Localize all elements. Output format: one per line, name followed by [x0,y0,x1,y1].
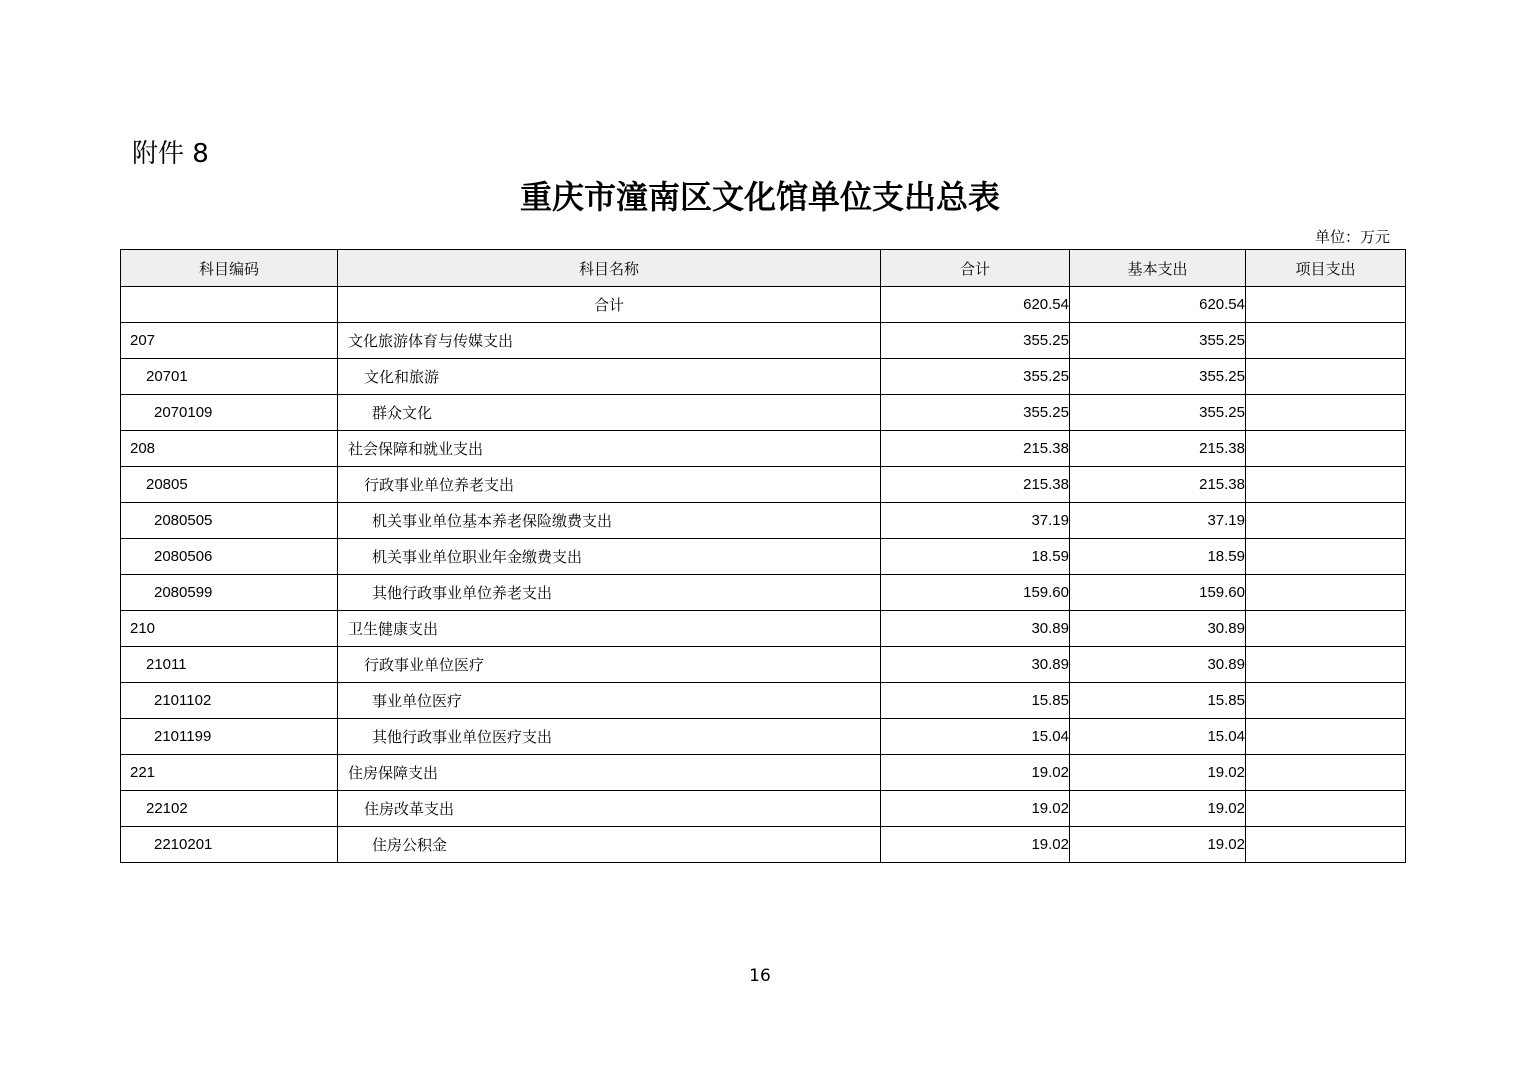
row-code: 2070109 [121,395,338,431]
row-project [1246,755,1406,791]
total-row-name: 合计 [338,287,881,323]
row-basic: 30.89 [1070,647,1246,683]
row-basic: 19.02 [1070,755,1246,791]
table-row [121,827,1406,863]
table-row [121,719,1406,755]
row-code: 20701 [121,359,338,395]
row-project [1246,395,1406,431]
row-total: 37.19 [881,503,1070,539]
row-total: 355.25 [881,395,1070,431]
row-code: 210 [121,611,338,647]
row-name: 社会保障和就业支出 [338,431,881,467]
row-name: 行政事业单位医疗 [338,647,881,683]
table-row [121,791,1406,827]
column-header-name: 科目名称 [338,250,881,287]
row-basic: 30.89 [1070,611,1246,647]
table-header [121,250,1406,287]
table-row [121,539,1406,575]
row-project [1246,719,1406,755]
row-code: 22102 [121,791,338,827]
row-total: 19.02 [881,791,1070,827]
row-code: 21011 [121,647,338,683]
total-row-total: 620.54 [881,287,1070,323]
unit-label: 单位：万元 [1314,228,1390,246]
row-project [1246,467,1406,503]
row-name: 住房改革支出 [338,791,881,827]
row-name: 行政事业单位养老支出 [338,467,881,503]
row-basic: 159.60 [1070,575,1246,611]
page-title: 重庆市潼南区文化馆单位支出总表 [519,178,1000,216]
row-code: 20805 [121,467,338,503]
total-row-basic: 620.54 [1070,287,1246,323]
total-row-code [121,287,338,323]
row-name: 其他行政事业单位养老支出 [338,575,881,611]
row-project [1246,683,1406,719]
row-code: 221 [121,755,338,791]
column-header-code: 科目编码 [121,250,338,287]
row-name: 机关事业单位职业年金缴费支出 [338,539,881,575]
table-body [121,287,1406,863]
column-header-project: 项目支出 [1246,250,1406,287]
column-header-total: 合计 [881,250,1070,287]
table-row [121,395,1406,431]
row-project [1246,323,1406,359]
row-name: 文化和旅游 [338,359,881,395]
table-row [121,503,1406,539]
row-basic: 15.85 [1070,683,1246,719]
row-name: 卫生健康支出 [338,611,881,647]
row-basic: 355.25 [1070,395,1246,431]
row-project [1246,611,1406,647]
table-row [121,359,1406,395]
row-basic: 18.59 [1070,539,1246,575]
row-total: 18.59 [881,539,1070,575]
table-row [121,431,1406,467]
row-project [1246,431,1406,467]
row-name: 文化旅游体育与传媒支出 [338,323,881,359]
row-code: 2080599 [121,575,338,611]
table-row [121,467,1406,503]
row-basic: 215.38 [1070,467,1246,503]
column-header-basic: 基本支出 [1070,250,1246,287]
table-row [121,683,1406,719]
row-total: 15.85 [881,683,1070,719]
row-total: 355.25 [881,359,1070,395]
row-total: 159.60 [881,575,1070,611]
row-code: 2101102 [121,683,338,719]
row-name: 住房公积金 [338,827,881,863]
row-project [1246,359,1406,395]
row-basic: 355.25 [1070,359,1246,395]
row-total: 19.02 [881,827,1070,863]
expenditure-table [120,249,1406,863]
row-name: 其他行政事业单位医疗支出 [338,719,881,755]
row-total: 19.02 [881,755,1070,791]
row-name: 机关事业单位基本养老保险缴费支出 [338,503,881,539]
row-project [1246,503,1406,539]
row-name: 住房保障支出 [338,755,881,791]
row-total: 15.04 [881,719,1070,755]
table-row [121,611,1406,647]
row-project [1246,827,1406,863]
row-basic: 215.38 [1070,431,1246,467]
row-total: 30.89 [881,647,1070,683]
table-row [121,647,1406,683]
row-basic: 19.02 [1070,827,1246,863]
row-code: 2080506 [121,539,338,575]
row-basic: 15.04 [1070,719,1246,755]
row-project [1246,791,1406,827]
row-basic: 37.19 [1070,503,1246,539]
row-basic: 355.25 [1070,323,1246,359]
row-code: 2210201 [121,827,338,863]
table-row [121,755,1406,791]
row-project [1246,647,1406,683]
total-row-project [1246,287,1406,323]
attachment-label: 附件 8 [132,139,209,169]
row-total: 215.38 [881,431,1070,467]
header-row [121,250,1406,287]
row-project [1246,575,1406,611]
total-row [121,287,1406,323]
row-code: 207 [121,323,338,359]
table-row [121,575,1406,611]
row-total: 215.38 [881,467,1070,503]
row-name: 群众文化 [338,395,881,431]
row-project [1246,539,1406,575]
row-code: 2080505 [121,503,338,539]
table-row [121,323,1406,359]
row-basic: 19.02 [1070,791,1246,827]
row-name: 事业单位医疗 [338,683,881,719]
row-code: 2101199 [121,719,338,755]
row-code: 208 [121,431,338,467]
row-total: 355.25 [881,323,1070,359]
page-number: 16 [749,966,771,986]
row-total: 30.89 [881,611,1070,647]
